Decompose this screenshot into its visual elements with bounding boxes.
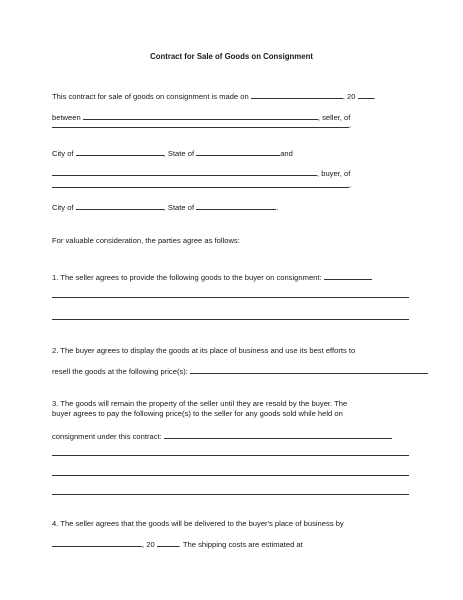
- clause-2-line-1: 2. The buyer agrees to display the goods at its place of business and use its best efforts to: [52, 346, 356, 355]
- seller-state-field[interactable]: [196, 147, 280, 156]
- buyer-city-state-line: [52, 201, 278, 213]
- clause-3-line-a[interactable]: [52, 455, 409, 456]
- buyer-state-field[interactable]: [196, 201, 279, 212]
- clause-3-line-b[interactable]: [52, 475, 409, 476]
- delivery-year-field[interactable]: [157, 538, 179, 547]
- clause-4-line-2: [52, 538, 303, 550]
- clause-1-line-2[interactable]: [52, 319, 409, 320]
- seller-city-label: City of: [52, 149, 74, 158]
- clause-3-text: consignment under this contract:: [52, 432, 162, 441]
- clause-3-line-1: 3. The goods will remain the property of the seller until they are resold by the buyer. The: [52, 399, 348, 408]
- contract-year-field[interactable]: [358, 90, 374, 99]
- buyer-name-field[interactable]: [52, 167, 317, 176]
- seller-address-comma: ,: [349, 120, 352, 129]
- buyer-address-comma: ,: [349, 180, 352, 189]
- clause-3-line-2: buyer agrees to pay the following price(s) to the seller for any goods sold while held on: [52, 409, 343, 418]
- seller-state-label: , State of: [163, 149, 195, 158]
- buyer-state-period: .: [276, 203, 279, 212]
- between-label: between: [52, 113, 81, 122]
- and-label: and: [280, 149, 293, 158]
- clause-4-shipping: . The shipping costs are estimated at: [178, 540, 303, 549]
- buyer-state-label: , State of: [163, 203, 195, 212]
- clause-4-line-1: 4. The seller agrees that the goods will be delivered to the buyer's place of business by: [52, 519, 344, 528]
- intro-year-prefix: , 20: [342, 92, 356, 101]
- clause-3-line-3: [52, 430, 392, 442]
- seller-suffix: , seller, of: [317, 113, 351, 122]
- seller-city-field[interactable]: [76, 147, 164, 156]
- clause-1: [52, 271, 372, 283]
- delivery-date-field[interactable]: [52, 538, 142, 547]
- clause-4-year-prefix: , 20: [142, 540, 155, 549]
- clause-2-price-field[interactable]: [190, 365, 428, 374]
- clause-1-goods-field[interactable]: [324, 271, 372, 280]
- contract-date-field[interactable]: [251, 90, 343, 99]
- clause-2-line-2: [52, 365, 428, 377]
- seller-line: [52, 111, 350, 123]
- buyer-suffix: , buyer, of: [317, 169, 351, 178]
- intro-line: [52, 90, 376, 102]
- buyer-line: [52, 167, 350, 179]
- seller-name-field[interactable]: [83, 111, 318, 120]
- buyer-city-label: City of: [52, 203, 74, 212]
- seller-address-field[interactable]: [52, 127, 349, 128]
- intro-period: .: [373, 92, 376, 101]
- seller-city-state-line: [52, 147, 293, 159]
- buyer-address-field[interactable]: [52, 187, 349, 188]
- clause-1-text: 1. The seller agrees to provide the following goods to the buyer on consignment:: [52, 273, 322, 282]
- intro-text: This contract for sale of goods on consignment is made on: [52, 92, 249, 101]
- consideration-text: For valuable consideration, the parties agree as follows:: [52, 236, 240, 245]
- buyer-city-field[interactable]: [76, 201, 164, 210]
- clause-3-line-c[interactable]: [52, 494, 409, 495]
- document-title: Contract for Sale of Goods on Consignment: [150, 52, 313, 61]
- clause-2-text: resell the goods at the following price(s):: [52, 367, 188, 376]
- clause-1-line-1[interactable]: [52, 297, 409, 298]
- clause-3-price-field[interactable]: [164, 430, 392, 439]
